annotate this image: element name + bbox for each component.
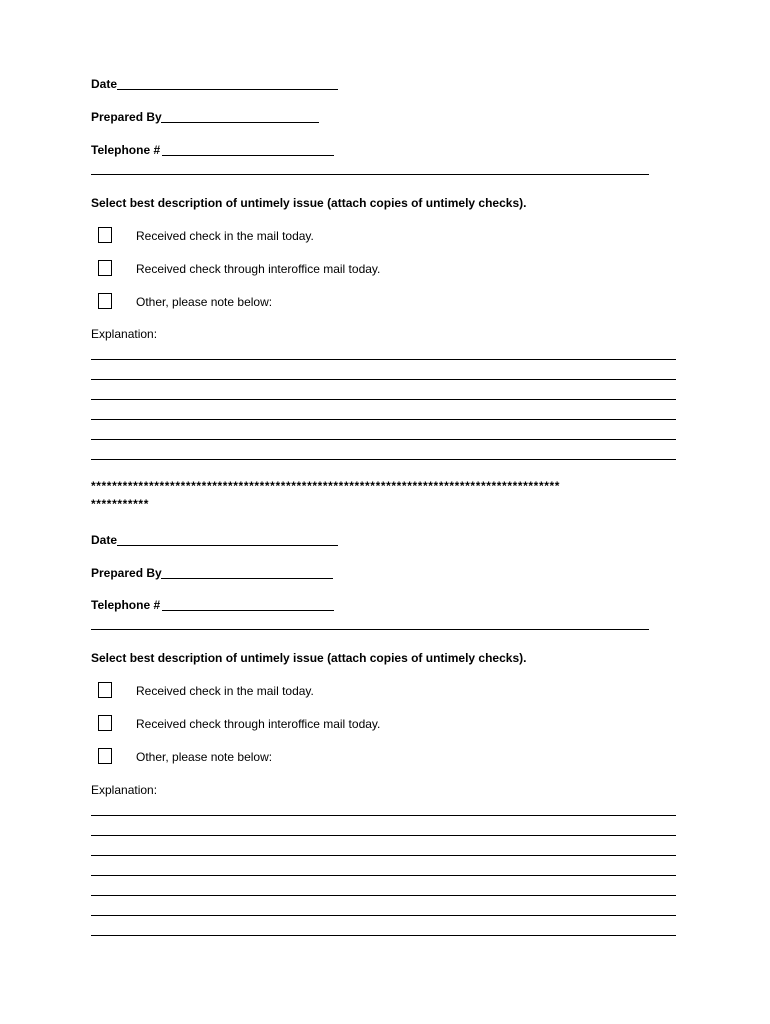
instruction-text: Select best description of untimely issue (attach copies of untimely checks). [91,651,527,665]
option-checkbox-interoffice[interactable] [98,715,112,731]
explanation-line[interactable] [91,459,676,460]
date-label: Date [91,77,118,91]
explanation-line[interactable] [91,895,676,896]
option-label-other: Other, please note below: [136,295,273,309]
telephone-field[interactable] [162,155,334,156]
explanation-line[interactable] [91,915,676,916]
telephone-label: Telephone # [91,598,161,612]
separator-stars-line-1: ***************************************************************************************** [91,479,561,493]
divider-line [91,174,649,175]
date-field[interactable] [117,89,338,90]
option-checkbox-interoffice[interactable] [98,260,112,276]
explanation-line[interactable] [91,419,676,420]
explanation-line[interactable] [91,835,676,836]
separator-stars-line-2: *********** [91,497,149,511]
option-label-mail: Received check in the mail today. [136,684,314,698]
date-label: Date [91,533,118,547]
explanation-line[interactable] [91,815,676,816]
option-checkbox-other[interactable] [98,748,112,764]
telephone-label: Telephone # [91,143,161,157]
option-label-other: Other, please note below: [136,750,273,764]
explanation-line[interactable] [91,439,676,440]
explanation-label: Explanation: [91,327,158,341]
explanation-label: Explanation: [91,783,158,797]
explanation-line[interactable] [91,935,676,936]
option-label-mail: Received check in the mail today. [136,229,314,243]
option-label-interoffice: Received check through interoffice mail today. [136,717,381,731]
explanation-line[interactable] [91,399,676,400]
option-checkbox-mail[interactable] [98,682,112,698]
option-label-interoffice: Received check through interoffice mail today. [136,262,381,276]
explanation-line[interactable] [91,875,676,876]
explanation-line[interactable] [91,855,676,856]
prepared-by-label: Prepared By [91,110,162,124]
instruction-text: Select best description of untimely issue (attach copies of untimely checks). [91,196,527,210]
telephone-field[interactable] [162,610,334,611]
prepared-by-field[interactable] [161,578,333,579]
prepared-by-field[interactable] [161,122,319,123]
date-field[interactable] [117,545,338,546]
explanation-line[interactable] [91,359,676,360]
option-checkbox-other[interactable] [98,293,112,309]
divider-line [91,629,649,630]
prepared-by-label: Prepared By [91,566,162,580]
option-checkbox-mail[interactable] [98,227,112,243]
explanation-line[interactable] [91,379,676,380]
